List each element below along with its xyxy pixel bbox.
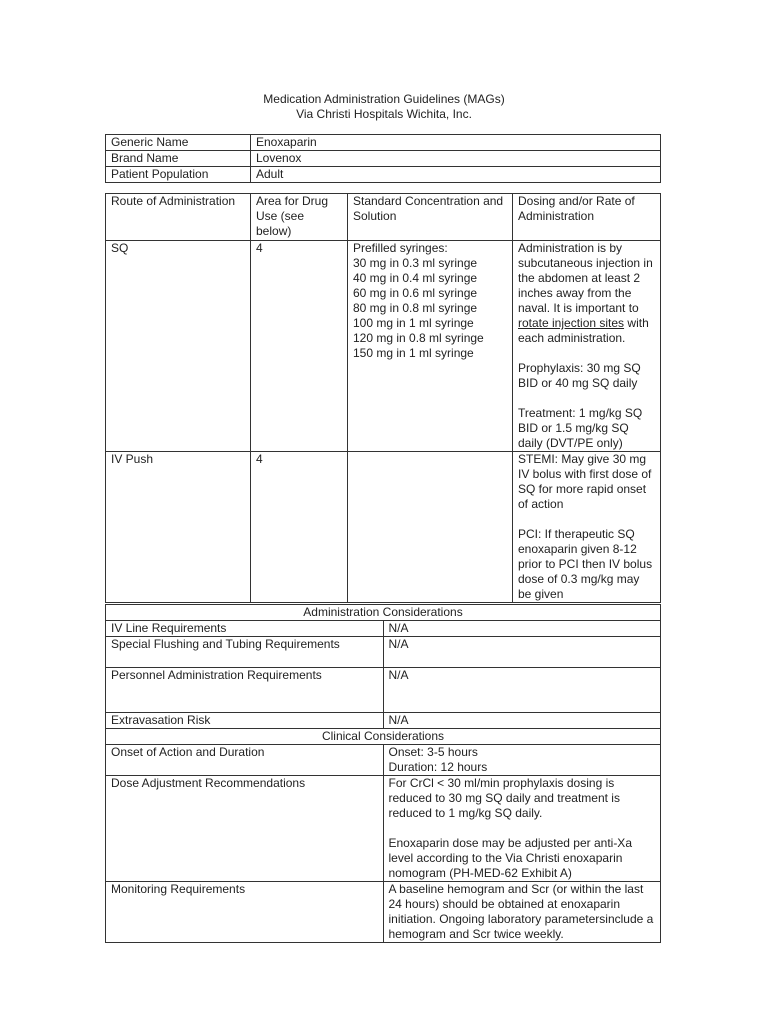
document-title: Medication Administration Guidelines (MAGs) — [263, 92, 505, 106]
route-table — [105, 193, 661, 603]
row-label: Dose Adjustment Recommendations — [106, 776, 384, 882]
table-row — [106, 713, 661, 729]
section-header-row — [106, 729, 661, 745]
table-row — [106, 637, 661, 668]
syringe-list — [353, 256, 507, 361]
administration-text — [518, 241, 655, 346]
row-value — [383, 776, 661, 882]
onset-text: Onset: 3-5 hours — [388, 745, 478, 759]
row-value: A baseline hemogram and Scr (or within the last 24 hours) should be obtained at enoxaparin initiation. Ongoing laboratory parametersinclude a hemogram and Scr twice weekly. — [383, 882, 661, 943]
syringe-item: 120 mg in 0.8 ml syringe — [353, 331, 484, 345]
dosing-cell — [513, 241, 661, 452]
considerations-table — [105, 604, 661, 943]
text: Administration is by subcutaneous injection in the abdomen at least 2 inches away from the naval. It is important to — [518, 241, 653, 315]
row-label: IV Line Requirements — [106, 621, 384, 637]
anti-xa-text: Enoxaparin dose may be adjusted per anti-Xa level according to the Via Christi enoxaparin nomogram (PH-MED-62 Exhibit A) — [388, 836, 632, 880]
row-value — [383, 745, 661, 776]
table-row — [106, 167, 661, 183]
row-label: Special Flushing and Tubing Requirements — [106, 637, 384, 668]
administration-considerations-heading: Administration Considerations — [106, 605, 661, 621]
rotate-injection-sites-text: rotate injection sites — [518, 316, 625, 330]
row-value: N/A — [383, 621, 661, 637]
table-row — [106, 135, 661, 151]
clinical-considerations-heading: Clinical Considerations — [106, 729, 661, 745]
syringe-item: 100 mg in 1 ml syringe — [353, 316, 474, 330]
row-value: N/A — [383, 668, 661, 713]
patient-population-value: Adult — [251, 167, 661, 183]
area-cell: 4 — [251, 452, 348, 603]
area-cell: 4 — [251, 241, 348, 452]
table-header-row — [106, 194, 661, 241]
generic-name-value: Enoxaparin — [251, 135, 661, 151]
document-header — [0, 92, 768, 122]
table-row — [106, 776, 661, 882]
table-row — [106, 621, 661, 637]
stemi-text: STEMI: May give 30 mg IV bolus with first dose of SQ for more rapid onset of action — [518, 452, 652, 511]
table-row-iv — [106, 452, 661, 603]
concentration-cell — [348, 452, 513, 603]
row-value: N/A — [383, 713, 661, 729]
column-header: Area for Drug Use (see below) — [251, 194, 348, 241]
route-cell: SQ — [106, 241, 251, 452]
patient-population-label: Patient Population — [106, 167, 251, 183]
syringe-item: 80 mg in 0.8 ml syringe — [353, 301, 478, 315]
organization-name: Via Christi Hospitals Wichita, Inc. — [296, 107, 472, 121]
syringe-item: 60 mg in 0.6 ml syringe — [353, 286, 478, 300]
syringe-item: 150 mg in 1 ml syringe — [353, 346, 474, 360]
dose-adjustment-text: For CrCl < 30 ml/min prophylaxis dosing is reduced to 30 mg SQ daily and treatment is reduced to 1 mg/kg SQ daily. — [388, 776, 620, 820]
row-label: Personnel Administration Requirements — [106, 668, 384, 713]
syringe-item: 30 mg in 0.3 ml syringe — [353, 256, 478, 270]
syringe-item: 40 mg in 0.4 ml syringe — [353, 271, 478, 285]
row-label: Monitoring Requirements — [106, 882, 384, 943]
row-label: Onset of Action and Duration — [106, 745, 384, 776]
route-cell: IV Push — [106, 452, 251, 603]
generic-name-label: Generic Name — [106, 135, 251, 151]
table-row — [106, 151, 661, 167]
table-row — [106, 745, 661, 776]
concentration-title: Prefilled syringes: — [353, 241, 448, 255]
brand-name-label: Brand Name — [106, 151, 251, 167]
dosing-cell — [513, 452, 661, 603]
text: with each administration. — [518, 316, 649, 345]
row-label: Extravasation Risk — [106, 713, 384, 729]
prophylaxis-text: Prophylaxis: 30 mg SQ BID or 40 mg SQ daily — [518, 361, 641, 390]
treatment-text: Treatment: 1 mg/kg SQ BID or 1.5 mg/kg SQ daily (DVT/PE only) — [518, 406, 643, 450]
duration-text: Duration: 12 hours — [388, 760, 488, 774]
table-row — [106, 882, 661, 943]
drug-info-table — [105, 134, 661, 183]
table-row — [106, 668, 661, 713]
brand-name-value: Lovenox — [251, 151, 661, 167]
concentration-cell — [348, 241, 513, 452]
section-header-row — [106, 605, 661, 621]
column-header: Dosing and/or Rate of Administration — [513, 194, 661, 241]
table-row-sq — [106, 241, 661, 452]
column-header: Standard Concentration and Solution — [348, 194, 513, 241]
column-header: Route of Administration — [106, 194, 251, 241]
row-value: N/A — [383, 637, 661, 668]
pci-text: PCI: If therapeutic SQ enoxaparin given 8-12 prior to PCI then IV bolus dose of 0.3 mg/kg may be given — [518, 527, 653, 601]
